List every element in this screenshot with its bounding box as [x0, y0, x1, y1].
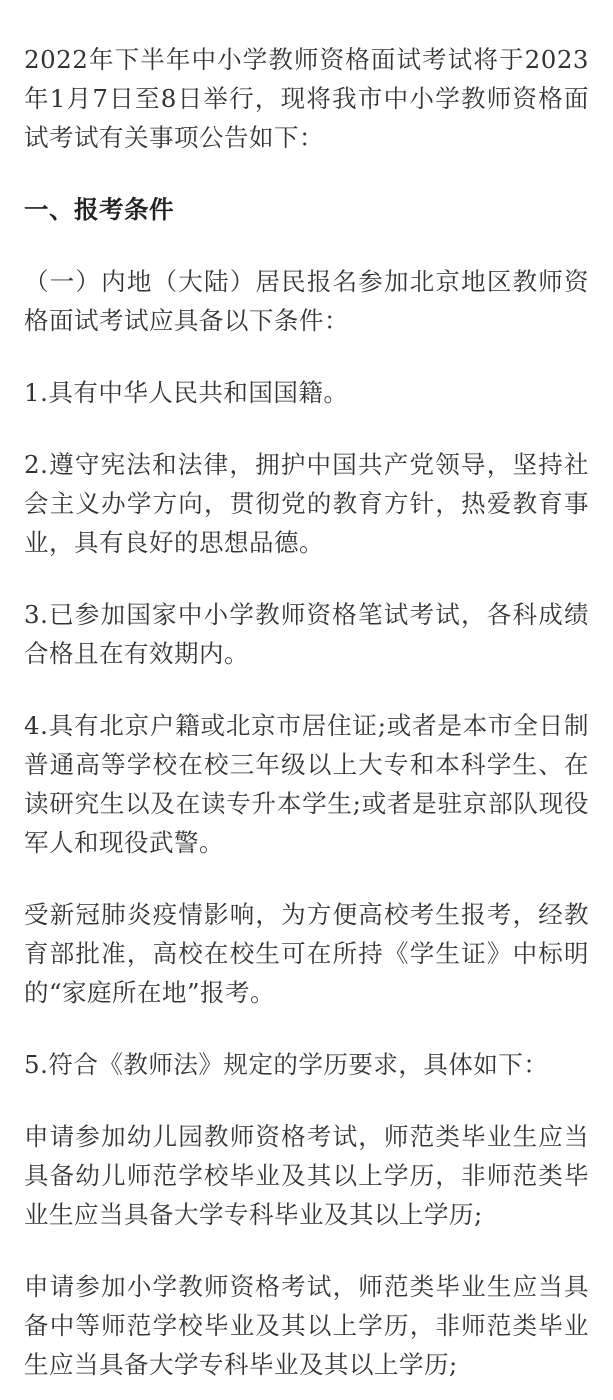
covid-note-paragraph: 受新冠肺炎疫情影响，为方便高校考生报考，经教育部批准，高校在校生可在所持《学生证》中标明的“家庭所在地”报考。 [24, 900, 589, 1007]
section-heading-registration-conditions: 一、报考条件 [24, 195, 174, 224]
intro-paragraph: 2022年下半年中小学教师资格面试考试将于2023年1月7日至8日举行，现将我市中小学教师资格面试考试有关事项公告如下： [24, 45, 589, 152]
condition-2-political: 2.遵守宪法和法律，拥护中国共产党领导，坚持社会主义办学方向，贯彻党的教育方针，热爱教育事业，具有良好的思想品德。 [24, 450, 589, 557]
condition-4-residency: 4.具有北京户籍或北京市居住证;或者是本市全日制普通高等学校在校三年级以上大专和本科学生、在读研究生以及在读专升本学生;或者是驻京部队现役军人和现役武警。 [24, 711, 589, 857]
primary-school-requirement: 申请参加小学教师资格考试，师范类毕业生应当具备中等师范学校毕业及其以上学历，非师范类毕业生应当具备大学专科毕业及其以上学历; [24, 1272, 589, 1379]
kindergarten-requirement: 申请参加幼儿园教师资格考试，师范类毕业生应当具备幼儿师范学校毕业及其以上学历，非师范类毕业生应当具备大学专科毕业及其以上学历; [24, 1122, 589, 1229]
subsection-mainland-residents: （一）内地（大陆）居民报名参加北京地区教师资格面试考试应具备以下条件： [24, 267, 589, 335]
condition-5-education: 5.符合《教师法》规定的学历要求，具体如下： [24, 1050, 549, 1079]
condition-1-nationality: 1.具有中华人民共和国国籍。 [24, 378, 349, 407]
condition-3-written-exam: 3.已参加国家中小学教师资格笔试考试，各科成绩合格且在有效期内。 [24, 600, 589, 668]
